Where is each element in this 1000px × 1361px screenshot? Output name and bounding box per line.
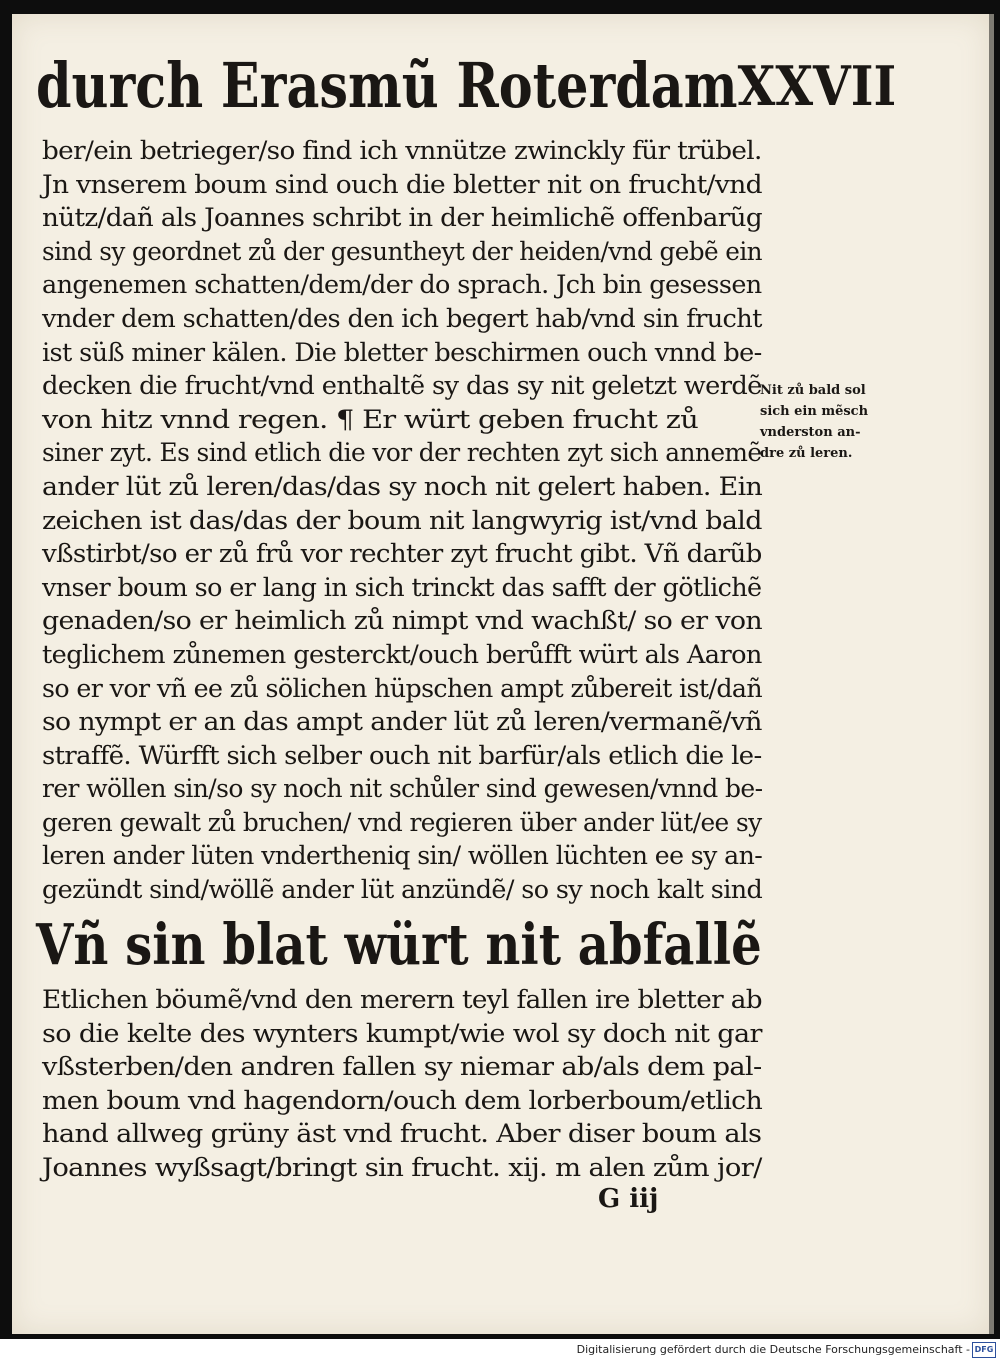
text-line: siner zyt. Es sind etlich die vor der rechten zyt sich annemẽ <box>42 438 762 468</box>
text-line: so die kelte des wynters kumpt/wie wol sy doch nit gar <box>42 1018 762 1048</box>
text-line: so er vor vñ ee zů sölichen hüpschen ampt zůbereit ist/dañ <box>42 673 763 703</box>
text-line: hand allweg grüny äst vnd frucht. Aber diser boum als <box>42 1119 762 1149</box>
text-line: genaden/so er heimlich zů nimpt vnd wachßt/ so er von <box>42 606 762 636</box>
body-text <box>42 134 762 907</box>
marginal-line: dre zů leren. <box>760 446 853 461</box>
text-line: geren gewalt zů bruchen/ vnd regieren über ander lüt/ee sy <box>42 807 762 837</box>
text-line: zeichen ist das/das der boum nit langwyrig ist/vnd bald <box>42 505 762 535</box>
text-line: nütz/dañ als Joannes schribt in der heimlichẽ offenbarũg <box>42 203 763 233</box>
text-line: angenemen schatten/dem/der do sprach. Jch bin gesessen <box>42 270 762 300</box>
text-line: ber/ein betrieger/so find ich vnnütze zwinckly für trübel. <box>42 136 762 165</box>
text-line: Jn vnserem boum sind ouch die bletter nit on frucht/vnd <box>42 169 762 199</box>
section-heading: Vñ sin blat würt nit abfallẽ <box>36 912 762 978</box>
text-line: vßsterben/den andren fallen sy niemar ab/als dem pal- <box>42 1052 762 1082</box>
text-line: straffẽ. Würfft sich selber ouch nit barfür/als etlich die le- <box>42 740 762 770</box>
page-edge <box>989 14 994 1334</box>
marginal-line: vnderston an- <box>760 425 861 440</box>
text-line: decken die frucht/vnd enthaltẽ sy das sy nit geletzt werdẽ <box>42 371 762 401</box>
dfg-logo: DFG <box>972 1342 996 1358</box>
text-line: vßstirbt/so er zů frů vor rechter zyt frucht gibt. Vñ darũb <box>42 539 762 569</box>
folio-number: XXVII <box>737 54 896 118</box>
marginal-line: sich ein mẽsch <box>760 404 869 419</box>
text-line: von hitz vnnd regen. ¶ Er würt geben frucht zů <box>42 404 699 434</box>
text-line: rer wöllen sin/so sy noch nit schůler sind gewesen/vnnd be- <box>42 774 763 804</box>
text-line: Joannes wyßsagt/bringt sin frucht. xij. m alen zům jor/ <box>42 1152 762 1182</box>
text-line: vnder dem schatten/des den ich begert hab/vnd sin frucht <box>42 303 762 333</box>
text-line: so nympt er an das ampt ander lüt zů leren/vermanẽ/vñ <box>42 707 762 737</box>
text-line: teglichem zůnemen gesterckt/ouch berůfft würt als Aaron <box>42 639 762 669</box>
text-line: vnser boum so er lang in sich trinckt das safft der götlichẽ <box>42 572 762 602</box>
text-line: Etlichen böumẽ/vnd den merern teyl fallen ire bletter ab <box>42 985 763 1014</box>
text-line: leren ander lüten vndertheniq sin/ wöllen lüchten ee sy an- <box>42 841 763 871</box>
text-line: ander lüt zů leren/das/das sy noch nit gelert haben. Ein <box>42 471 763 501</box>
footer-credit: Digitalisierung gefördert durch die Deutsche Forschungsgemeinschaft - <box>576 1343 970 1356</box>
text-line: men boum vnd hagendorn/ouch dem lorberboum/etlich <box>42 1085 763 1115</box>
running-title: durch Erasmũ Roterdam <box>36 49 738 122</box>
text-line: gezündt sind/wöllẽ ander lüt anzündẽ/ so sy noch kalt sind <box>42 875 763 905</box>
page-header <box>36 46 896 126</box>
marginal-line: Nit zů bald sol <box>760 383 866 398</box>
marginal-note <box>760 380 900 464</box>
body-text-continued <box>42 983 762 1185</box>
text-line: ist süß miner kälen. Die bletter beschirmen ouch vnnd be- <box>42 337 762 367</box>
text-line: sind sy geordnet zů der gesuntheyt der heiden/vnd gebẽ ein <box>42 236 762 266</box>
signature-mark: G iij <box>598 1184 659 1214</box>
